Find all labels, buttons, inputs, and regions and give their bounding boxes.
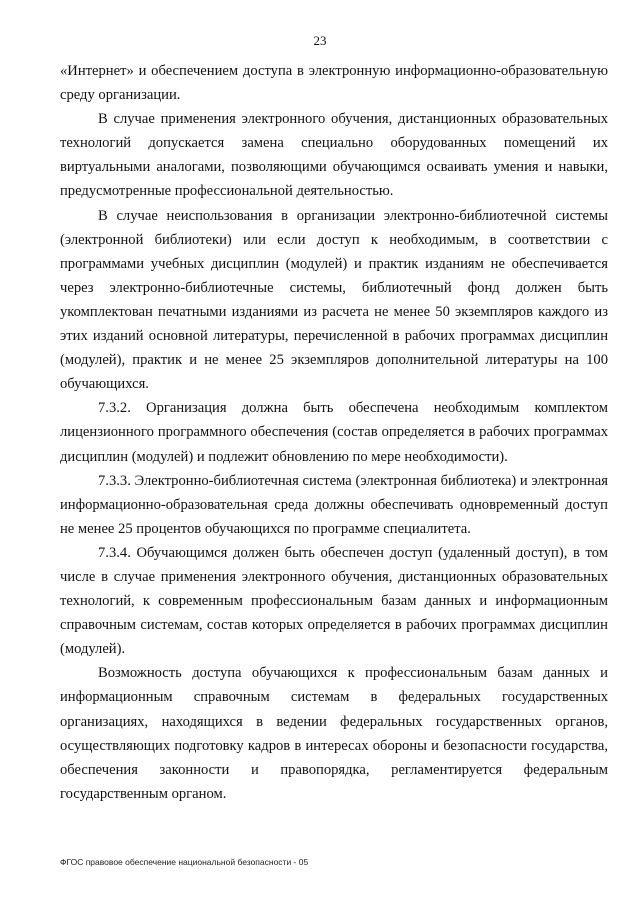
paragraph-7-3-3: 7.3.3. Электронно-библиотечная система (электронная библиотека) и электронная информационно-образовательная среда должны обеспечивать одновременный доступ не менее 25 процентов обучающихся по программе специалитета. (60, 472, 608, 537)
paragraph-virtual-analogs: В случае применения электронного обучения, дистанционных образовательных технологий допускается замена специально оборудованных помещений их виртуальными аналогами, позволяющими обучающимся осваивать умения и навыки, предусмотренные профессиональной деятельностью. (60, 111, 608, 200)
paragraph-library-fund: В случае неиспользования в организации электронно-библиотечной системы (электронной библиотеки) или если доступ к необходимым, в соответствии с программами учебных дисциплин (модулей) и практик изданиям не обеспечивается через электронно-библиотечные системы, библиотечный фонд должен быть укомплектован печатными изданиями из расчета не менее 50 экземпляров каждого из этих изданий основной литературы, перечисленной в рабочих программах дисциплин (модулей), практик и не менее 25 экземпляров дополнительной литературы на 100 обучающихся. (60, 207, 608, 393)
body-text (60, 59, 608, 806)
paragraph-internet-access: «Интернет» и обеспечением доступа в электронную информационно-образовательную среду организации. (60, 63, 608, 104)
paragraph-7-3-4: 7.3.4. Обучающимся должен быть обеспечен доступ (удаленный доступ), в том числе в случае применения электронного обучения, дистанционных образовательных технологий, к современным профессиональным базам данных и информационным справочным системам, состав которых определяется в рабочих программах дисциплин (модулей). (60, 544, 608, 658)
paragraph-7-3-2: 7.3.2. Организация должна быть обеспечена необходимым комплектом лицензионного программного обеспечения (состав определяется в рабочих программах дисциплин (модулей) и подлежит обновлению по мере необходимости). (60, 400, 608, 465)
paragraph-database-access: Возможность доступа обучающихся к профессиональным базам данных и информационным справочным системам в федеральных государственных организациях, находящихся в ведении федеральных государственных органов, осуществляющих подготовку кадров в интересах обороны и безопасности государства, обеспечения законности и правопорядка, регламентируется федеральным государственным органом. (60, 665, 608, 802)
page-footer: ФГОС правовое обеспечение национальной безопасности - 05 (60, 857, 309, 867)
page-number: 23 (313, 33, 327, 48)
